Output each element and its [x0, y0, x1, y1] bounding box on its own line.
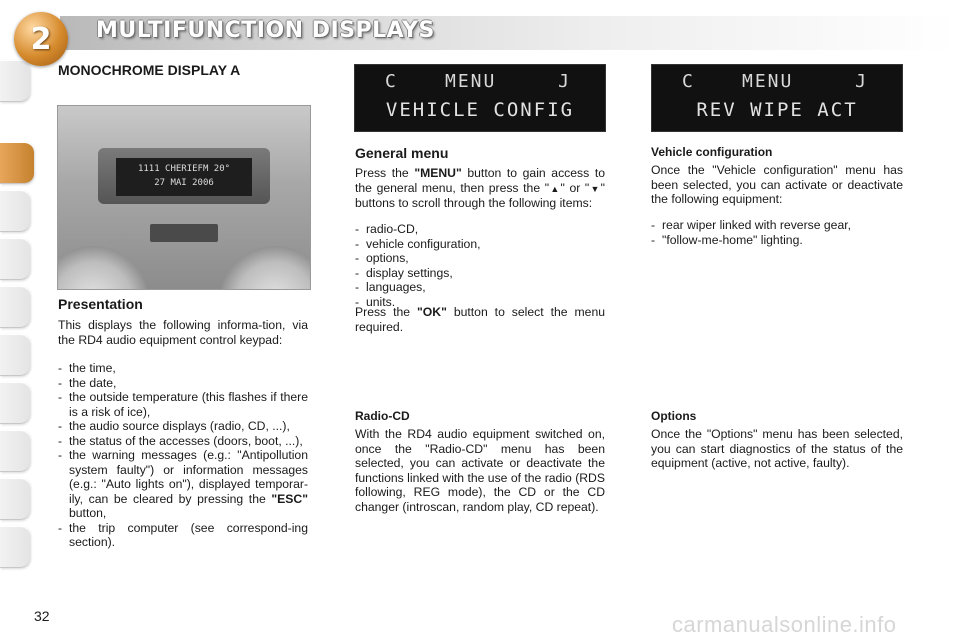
page-title: MULTIFUNCTION DISPLAYS — [96, 18, 435, 43]
list-item — [58, 448, 308, 521]
warning-item-tail: button, — [69, 506, 107, 520]
screen-menu-label: MENU — [445, 71, 497, 92]
vehicle-config-text: Once the "Vehicle configuration" menu has been selected, you can activate or deactivate the following equipment: — [651, 163, 903, 206]
list-item: - options, — [355, 251, 605, 266]
screen-right-marker: J — [558, 71, 571, 92]
display-a-screen — [116, 158, 252, 196]
list-item: - the trip computer (see correspond-ing section). — [58, 521, 308, 550]
list-item: - rear wiper linked with reverse gear, — [651, 218, 903, 233]
list-item: - vehicle configuration, — [355, 237, 605, 252]
screen-line-2: VEHICLE CONFIG — [385, 99, 575, 121]
menu-keyword: "MENU" — [414, 166, 462, 180]
ok-keyword: "OK" — [417, 305, 447, 319]
chapter-tab[interactable] — [0, 334, 30, 376]
display-line-2: 27 MAI 2006 — [154, 178, 214, 188]
chapter-tab[interactable] — [0, 526, 30, 568]
radio-cd-text: With the RD4 audio equipment switched on, once the "Radio-CD" menu has been selected, you can activate or deactivate the functions linked with the use of the radio (RDS following, REG mode), the CD or the CD changer (introscan, random play, CD repeat). — [355, 427, 605, 514]
screen-left-marker: C — [682, 71, 695, 92]
list-item: - languages, — [355, 280, 605, 295]
chapter-badge — [14, 12, 68, 66]
screen-left-marker: C — [385, 71, 398, 92]
text-run: Press the — [355, 166, 415, 180]
text-run: " or " — [560, 180, 590, 195]
left-gauge — [57, 246, 148, 290]
up-arrow-icon: ▲ — [549, 183, 561, 194]
dashboard-photo — [57, 105, 311, 290]
general-menu-list — [355, 222, 605, 309]
chapter-tab[interactable] — [0, 190, 30, 232]
screen-right-marker: J — [855, 71, 868, 92]
presentation-title: Presentation — [58, 296, 143, 312]
chapter-tab[interactable] — [0, 382, 30, 424]
general-menu-ok-text — [355, 305, 605, 334]
list-item: - the audio source displays (radio, CD, ...), — [58, 419, 308, 434]
list-item: - the outside temperature (this flashes if there is a risk of ice), — [58, 390, 308, 419]
watermark: carmanualsonline.info — [672, 612, 897, 637]
chapter-number: 2 — [30, 21, 52, 57]
chapter-tab[interactable] — [0, 478, 30, 520]
section-heading: MONOCHROME DISPLAY A — [58, 62, 241, 78]
text-run: button to select the menu required. — [355, 305, 605, 334]
text-run: button to gain access to the general menu, then press the " — [355, 166, 605, 195]
right-gauge — [220, 246, 311, 290]
options-title: Options — [651, 409, 697, 423]
list-item: - the time, — [58, 361, 308, 376]
options-text: Once the "Options" menu has been selected, you can start diagnostics of the status of the equipment (active, not active, faulty). — [651, 427, 903, 470]
warning-item-text: the warning messages (e.g.: "Antipollution system faulty") or information messages (e.g.: "Auto lights on"), displayed temporar-ily, can be cleared by pressing the — [69, 448, 308, 506]
menu-screen-vehicle-config — [354, 64, 606, 132]
vehicle-config-title: Vehicle configuration — [651, 145, 773, 159]
list-item: - units. — [355, 295, 605, 310]
radio-cd-title: Radio-CD — [355, 409, 410, 423]
list-item: - "follow-me-home" lighting. — [651, 233, 903, 248]
chapter-tabs — [0, 60, 38, 580]
esc-keyword: "ESC" — [271, 491, 308, 506]
screen-line-2: REV WIPE ACT — [696, 99, 858, 121]
list-item: - the status of the accesses (doors, boot, ...), — [58, 434, 308, 449]
text-run: Press the — [355, 305, 418, 319]
list-item: - display settings, — [355, 266, 605, 281]
screen-menu-label: MENU — [742, 71, 794, 92]
general-menu-text — [355, 166, 605, 211]
down-arrow-icon: ▼ — [589, 183, 601, 194]
text-run: " buttons to scroll through the following items: — [355, 180, 605, 210]
page-number: 32 — [34, 608, 50, 624]
dashboard-slot — [150, 224, 218, 242]
presentation-list — [58, 361, 308, 550]
chapter-tab[interactable] — [0, 238, 30, 280]
general-menu-title: General menu — [355, 145, 449, 161]
menu-screen-rev-wipe — [651, 64, 903, 132]
list-item: - radio-CD, — [355, 222, 605, 237]
display-line-1: 1111 CHERIEFM 20° — [137, 164, 231, 174]
list-item: - the date, — [58, 376, 308, 391]
chapter-tab[interactable] — [0, 430, 30, 472]
vehicle-config-list — [651, 218, 903, 247]
chapter-tab[interactable] — [0, 60, 30, 102]
chapter-tab[interactable] — [0, 286, 30, 328]
presentation-intro: This displays the following informa-tion, via the RD4 audio equipment control keypad: — [58, 318, 308, 347]
chapter-tab-active[interactable] — [0, 142, 34, 184]
